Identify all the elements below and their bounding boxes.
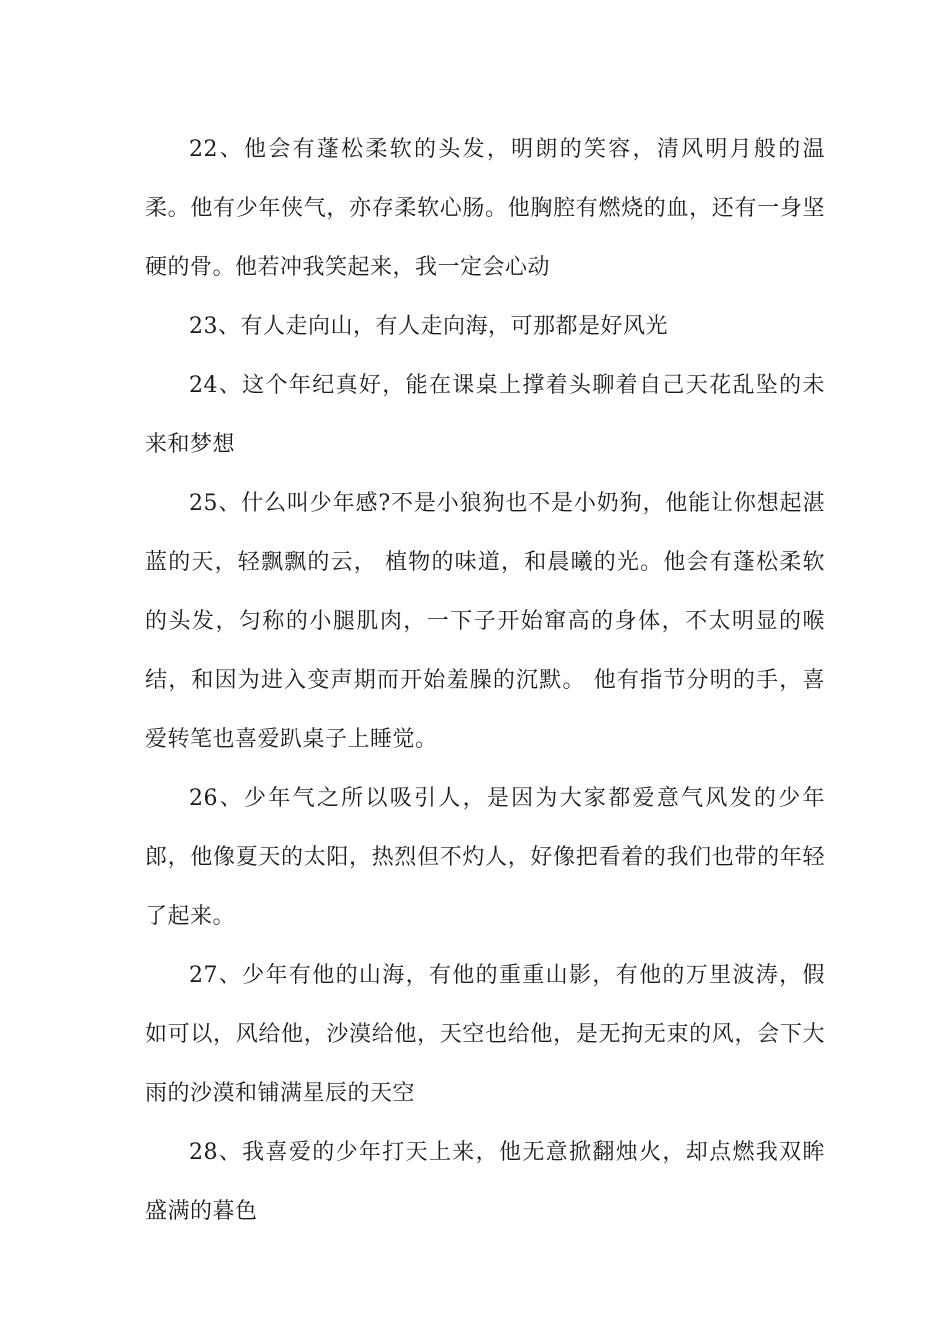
paragraph-26: 26、少年气之所以吸引人，是因为大家都爱意气风发的少年郎，他像夏天的太阳，热烈但不灼人，好像把看着的我们也带的年轻了起来。 bbox=[145, 786, 825, 929]
paragraph-23: 23、有人走向山，有人走向海，可那都是好风光 bbox=[189, 314, 668, 339]
paragraph-22: 22、他会有蓬松柔软的头发，明朗的笑容，清风明月般的温柔。他有少年侠气，亦存柔软心肠。他胸腔有燃烧的血，还有一身坚硬的骨。他若冲我笑起来，我一定会心动 bbox=[145, 137, 825, 280]
document-body bbox=[145, 120, 825, 1241]
paragraph-27: 27、少年有他的山海，有他的重重山影，有他的万里波涛，假如可以，风给他，沙漠给他，天空也给他，是无拘无束的风，会下大雨的沙漠和铺满星辰的天空 bbox=[145, 963, 825, 1106]
paragraph-24: 24、这个年纪真好，能在课桌上撑着头聊着自己天花乱坠的未来和梦想 bbox=[145, 373, 825, 457]
paragraph-25: 25、什么叫少年感?不是小狼狗也不是小奶狗，他能让你想起湛蓝的天，轻飘飘的云， 植物的味道，和晨曦的光。他会有蓬松柔软的头发，匀称的小腿肌肉，一下子开始窜高的身体，不太明显的喉结，和因为进入变声期而开始羞臊的沉默。 他有指节分明的手，喜爱转笔也喜爱趴桌子上睡觉。 bbox=[145, 491, 825, 752]
paragraph-28: 28、我喜爱的少年打天上来，他无意掀翻烛火，却点燃我双眸盛满的暮色 bbox=[145, 1140, 825, 1224]
